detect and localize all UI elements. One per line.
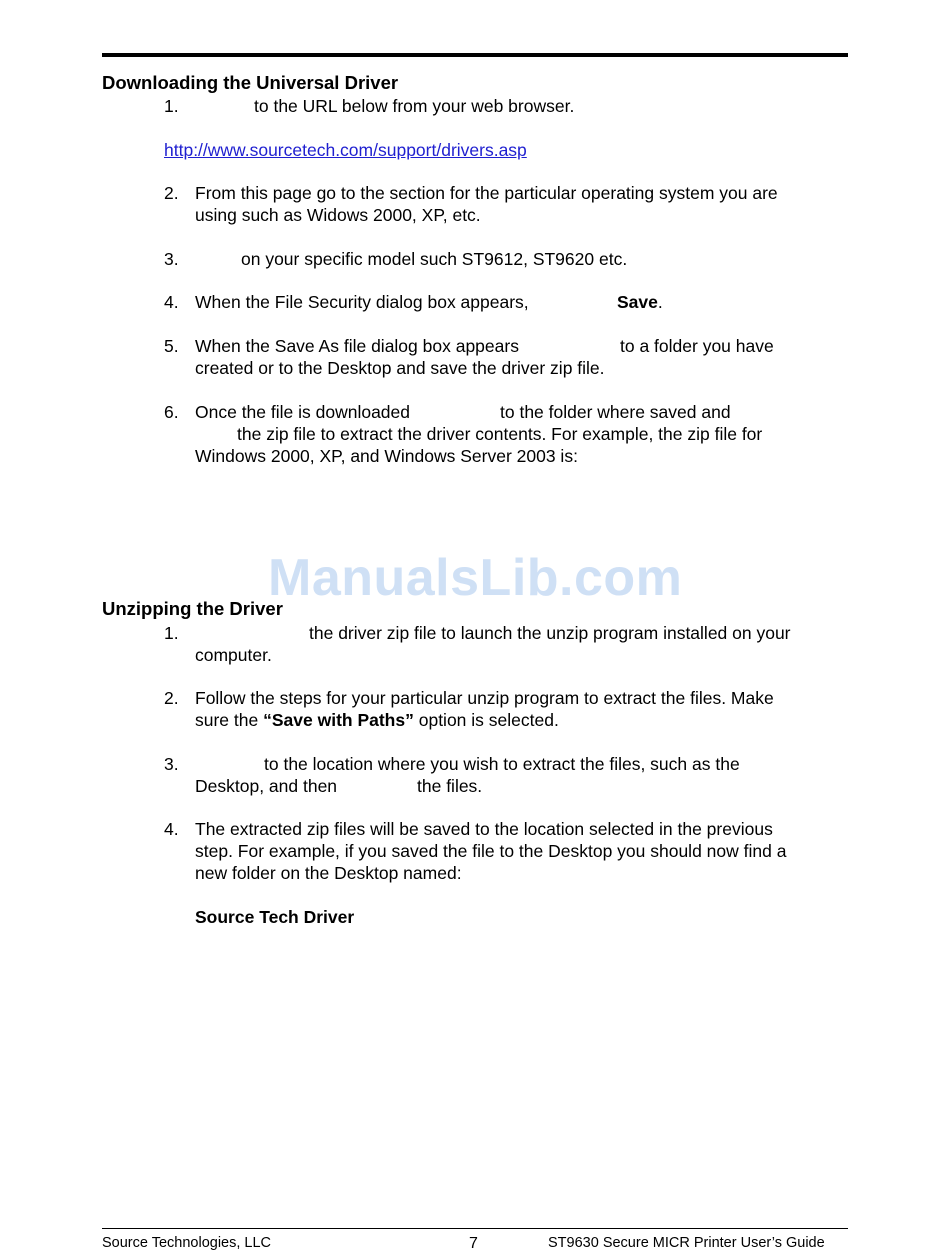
step-number: 1.	[164, 623, 179, 643]
section-heading-unzipping: Unzipping the Driver	[102, 598, 283, 619]
step-text: Once the file is downloaded	[195, 402, 410, 422]
step-number: 3.	[164, 754, 179, 774]
step-text-save-paths	[195, 710, 559, 731]
footer-company: Source Technologies, LLC	[102, 1235, 272, 1251]
step-text: to the location where you wish to extract the files, such as the	[264, 754, 740, 774]
step-number: 4.	[164, 819, 179, 839]
step-text: to the URL below from your web browser.	[254, 96, 575, 116]
step-text: Windows 2000, XP, and Windows Server 2003 is:	[195, 446, 578, 466]
step-text: new folder on the Desktop named:	[195, 863, 462, 883]
watermark: ManualsLib.com	[268, 549, 683, 607]
step-text: the files.	[417, 776, 483, 796]
step-text: created or to the Desktop and save the driver zip file.	[195, 358, 605, 378]
step-number: 1.	[164, 96, 179, 116]
header-rule	[102, 53, 848, 57]
step-text: When the File Security dialog box appears,	[195, 292, 529, 312]
step-text: on your specific model such ST9612, ST9620 etc.	[241, 249, 628, 269]
step-text: The extracted zip files will be saved to the location selected in the previous	[195, 819, 773, 839]
page-number: 7	[469, 1235, 478, 1252]
text-segment: option is selected.	[418, 710, 559, 730]
step-text: using such as Widows 2000, XP, etc.	[195, 205, 481, 225]
section-heading-downloading: Downloading the Universal Driver	[102, 72, 399, 93]
period: .	[657, 292, 663, 312]
step-text: the zip file to extract the driver contents. For example, the zip file for	[237, 424, 763, 444]
step-text: Desktop, and then	[195, 776, 338, 796]
step-text-save	[617, 292, 663, 313]
step-text: When the Save As file dialog box appears	[195, 336, 519, 356]
step-text: step. For example, if you saved the file to the Desktop you should now find a	[195, 841, 787, 861]
step-text: to the folder where saved and	[500, 402, 731, 422]
step-number: 6.	[164, 402, 179, 422]
step-text: to a folder you have	[620, 336, 774, 356]
bold-save-with-paths: “Save with Paths”	[263, 710, 414, 730]
text-segment: sure the	[195, 710, 259, 730]
folder-name: Source Tech Driver	[195, 907, 355, 927]
step-number: 2.	[164, 688, 179, 708]
step-number: 4.	[164, 292, 179, 312]
footer-rule	[102, 1228, 848, 1229]
step-text: computer.	[195, 645, 272, 665]
step-text: Follow the steps for your particular unzip program to extract the files. Make	[195, 688, 774, 708]
driver-download-link[interactable]: http://www.sourcetech.com/support/drivers.asp	[164, 140, 527, 160]
step-number: 5.	[164, 336, 179, 356]
step-text: the driver zip file to launch the unzip program installed on your	[309, 623, 791, 643]
footer-guide-title: ST9630 Secure MICR Printer User’s Guide	[548, 1235, 825, 1251]
step-number: 3.	[164, 249, 179, 269]
bold-save: Save	[617, 292, 658, 312]
step-text: From this page go to the section for the particular operating system you are	[195, 183, 778, 203]
step-number: 2.	[164, 183, 179, 203]
